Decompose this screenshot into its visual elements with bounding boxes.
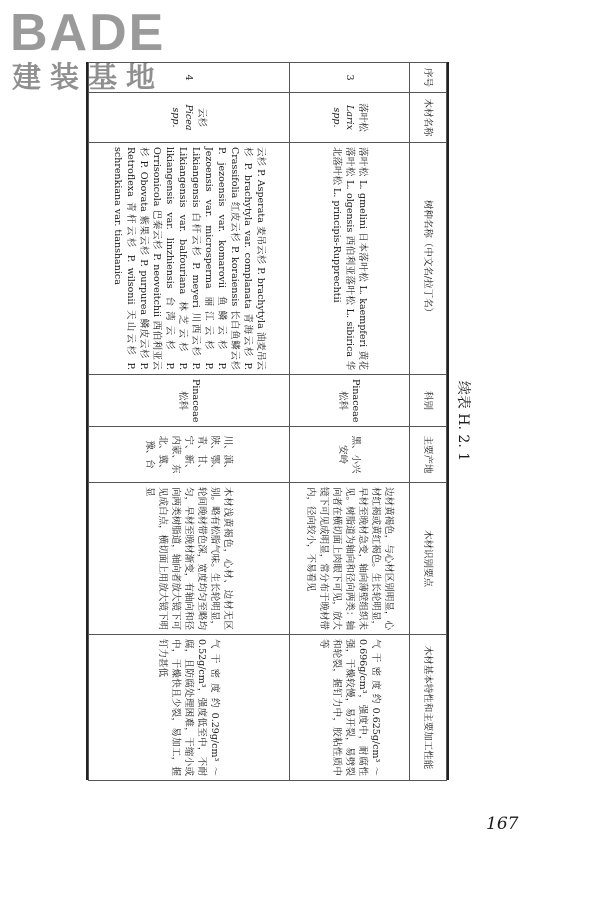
logo-wordmark: BADE xyxy=(10,4,166,62)
family-latin: Pinaceae xyxy=(190,379,201,423)
wood-name-latin: Larix spp. xyxy=(331,105,355,130)
table-row xyxy=(290,63,410,781)
cell-properties: 气干密度约0.29g/cm³～0.52g/cm³，强度低至中，不耐腐，且防腐处理困难，干缩小或中，干燥快且少裂，易加工，握钉力甚低 xyxy=(89,635,290,781)
rotated-table-block xyxy=(90,62,475,780)
header-wood-name: 木材名称 xyxy=(410,93,447,143)
family-latin: Pinaceae xyxy=(350,379,362,423)
cell-family xyxy=(290,375,410,427)
wood-species-table xyxy=(88,62,447,781)
cell-identification: 木材浅黄褐色，心材、边材无区别。略有松脂气味。生长轮明显，轮间晚材带色深，宽度均匀至略均匀，早材至晚材渐变，有轴向和径向两类树脂道，轴向者放大镜下可见成白点，横切面上用放大镜下明显 xyxy=(89,483,290,635)
header-family: 科别 xyxy=(410,375,447,427)
table-container xyxy=(86,62,449,780)
cell-no: 3 xyxy=(290,63,410,93)
cell-identification: 边材黄褐色，与心材区别明显，心材红褐或黄红褐色。生长轮明显，早材至晚材急变，轴向薄壁组织未见。树脂道为轴向和径向两类：轴向者在横切面上肉眼下可见，放大镜下可见成明显，常分布于晚材带内，径向较小，不易看见 xyxy=(290,483,410,635)
wood-name-cn: 落叶松 xyxy=(357,103,368,132)
family-cn: 松科 xyxy=(177,390,188,410)
header-origin: 主要产地 xyxy=(410,427,447,483)
header-no: 序号 xyxy=(410,63,447,93)
cell-species: 落叶松 L. gmelini 日本落叶松 L. kaempferi 黄花落叶松 L. olgensis 西伯利亚落叶松 L. sibirica 华北落叶松 L. principis-Rupprechtii xyxy=(290,143,410,375)
table-header-row xyxy=(410,63,447,781)
table-caption: 续表 H. 2. 1 xyxy=(455,380,471,462)
cell-properties: 气干密度约0.625g/cm³～0.696g/cm³，强度中，耐腐性强，干燥较慢，易开裂，易劈裂和轮裂，握钉力中，胶粘性质中等 xyxy=(290,635,410,781)
wood-name-cn: 云杉 xyxy=(196,107,208,127)
cell-origin: 川、滇、陕、鄂、青、甘、宁、新、内蒙、东北、冀、豫、台 xyxy=(89,427,290,483)
header-properties: 木材基本特性和主要加工性能 xyxy=(410,635,447,781)
table-row xyxy=(89,63,290,781)
cell-species: 云杉 P. Asperata 麦吊云杉 P. brachytyla 油麦吊云杉 P. brachytyla var. complanata 青海云杉 P. Crassifolia 红皮云杉 P. koraiensis 长白鱼鳞云杉 P. jezoensis var. komarovii 鱼鳞云杉 P. Jezoensis var. microsperma 丽江云杉 P. Likiangensis 白杆云杉 P. meyeri 川西云杉 P. Likiangensis var. balfouriana 林芝云杉 P. likiangensis var. linzhiensis 台湾云杉 P. Orrisonicola 巴秦云杉 P. neoveitchii 西伯利亚云杉 P. Obovata 紫果云杉 P. purpurea 鳞皮云杉 P. Retroflexa 青杆云杉 P. wilsonii 天山云杉 P. schrenkiana var. tianshanica xyxy=(89,143,290,375)
logo-subtitle: 建装基地 xyxy=(12,60,165,94)
cell-wood-name xyxy=(89,93,290,143)
cell-wood-name xyxy=(290,93,410,143)
cell-family xyxy=(89,375,290,427)
cell-origin: 黑、小兴安岭 xyxy=(290,427,410,483)
page-number: 167 xyxy=(486,814,519,834)
wood-name-latin: Picea spp. xyxy=(170,104,195,131)
header-species: 树种名称（中文名/拉丁名） xyxy=(410,143,447,375)
cell-no: 4 xyxy=(89,63,290,93)
family-cn: 松科 xyxy=(337,390,349,410)
header-identification: 木材识别要点 xyxy=(410,483,447,635)
